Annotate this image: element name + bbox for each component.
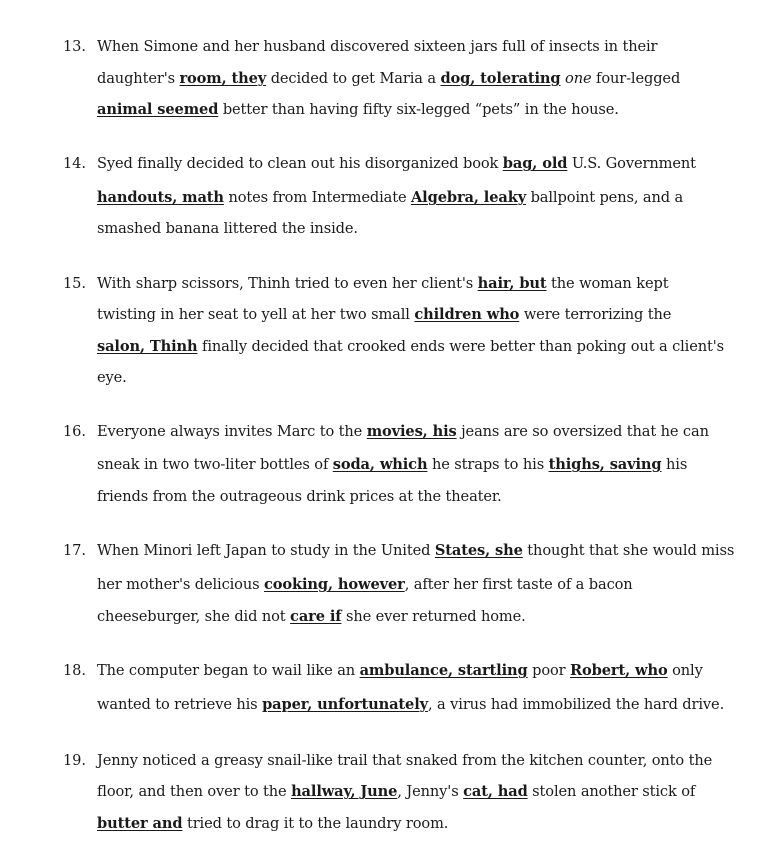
text-run: daughter's (97, 70, 180, 87)
text-run: only (667, 662, 703, 679)
text-run: four-legged (591, 70, 681, 87)
item-line (97, 456, 687, 473)
text-run: floor, and then over to the (97, 783, 292, 800)
underlined-phrase: paper, unfortunately (262, 696, 429, 713)
underlined-phrase: soda, which (332, 456, 428, 473)
underlined-phrase: cat, had (463, 783, 528, 800)
text-run: eye. (97, 369, 127, 386)
item-number: 18. (63, 662, 86, 679)
text-run: When Simone and her husband discovered sixteen jars full of insects in their (97, 38, 658, 55)
underlined-phrase: room, they (179, 70, 267, 87)
item-line (97, 70, 680, 87)
text-run: U.S. Government (567, 155, 696, 172)
item-number: 13. (63, 38, 86, 55)
underlined-phrase: hallway, June (291, 783, 398, 800)
text-run: Jenny noticed a greasy snail-like trail that snaked from the kitchen counter, onto the (97, 752, 713, 769)
text-run: With sharp scissors, Thinh tried to even her client's (97, 275, 478, 292)
text-run: the woman kept (546, 275, 669, 292)
underlined-phrase: care if (290, 608, 342, 625)
text-run: tried to drag it to the laundry room. (182, 815, 449, 832)
text-run: Everyone always invites Marc to the (97, 423, 367, 440)
item-number: 19. (63, 752, 86, 769)
underlined-phrase: hair, but (477, 275, 547, 292)
item-number: 15. (63, 275, 86, 292)
item-line (97, 423, 709, 440)
text-run: Syed finally decided to clean out his disorganized book (97, 155, 503, 172)
underlined-phrase: salon, Thinh (97, 338, 198, 355)
item-line (97, 338, 724, 355)
item-line (97, 783, 695, 800)
item-line (97, 576, 633, 593)
text-run: his (661, 456, 688, 473)
item-line (97, 220, 358, 237)
text-run: poor (527, 662, 571, 679)
item-line (97, 189, 683, 206)
item-line (97, 662, 703, 679)
underlined-phrase: ambulance, startling (359, 662, 528, 679)
text-run: jeans are so oversized that he can (456, 423, 709, 440)
text-run: ballpoint pens, and a (526, 189, 684, 206)
text-run: thought that she would miss (522, 542, 735, 559)
item-number: 14. (63, 155, 86, 172)
underlined-phrase: Robert, who (570, 662, 668, 679)
underlined-phrase: dog, tolerating (440, 70, 561, 87)
underlined-phrase: States, she (434, 542, 523, 559)
text-run: , a virus had immobilized the hard drive. (428, 696, 725, 713)
underlined-phrase: animal seemed (97, 101, 219, 118)
underlined-phrase: handouts, math (97, 189, 224, 206)
text-run: her mother's delicious (97, 576, 264, 593)
text-run: When Minori left Japan to study in the United (97, 542, 435, 559)
italic-word: one (565, 70, 592, 87)
text-run: , Jenny's (397, 783, 464, 800)
item-line (97, 369, 127, 386)
underlined-phrase: movies, his (366, 423, 457, 440)
text-run: were terrorizing the (519, 306, 672, 323)
item-line (97, 815, 448, 832)
text-run: smashed banana littered the inside. (97, 220, 358, 237)
item-line (97, 155, 696, 172)
text-run: The computer began to wail like an (97, 662, 360, 679)
item-line (97, 306, 671, 323)
item-number: 16. (63, 423, 86, 440)
item-line (97, 696, 724, 713)
item-line (97, 38, 657, 55)
text-run: twisting in her seat to yell at her two small (97, 306, 415, 323)
text-run: finally decided that crooked ends were better than poking out a client's (197, 338, 725, 355)
underlined-phrase: butter and (97, 815, 183, 832)
text-run: she ever returned home. (341, 608, 526, 625)
underlined-phrase: Algebra, leaky (410, 189, 527, 206)
text-run: better than having fifty six-legged “pets” in the house. (218, 101, 619, 118)
item-line (97, 608, 526, 625)
text-run: notes from Intermediate (223, 189, 411, 206)
text-run: he straps to his (427, 456, 549, 473)
item-line (97, 488, 502, 505)
item-line (97, 275, 668, 292)
underlined-phrase: bag, old (502, 155, 568, 172)
text-run: wanted to retrieve his (97, 696, 263, 713)
underlined-phrase: thighs, saving (548, 456, 662, 473)
item-number: 17. (63, 542, 86, 559)
underlined-phrase: children who (414, 306, 520, 323)
text-run: , after her first taste of a bacon (404, 576, 633, 593)
text-run: sneak in two two-liter bottles of (97, 456, 333, 473)
item-line (97, 101, 619, 118)
text-run: friends from the outrageous drink prices at the theater. (97, 488, 502, 505)
underlined-phrase: cooking, however (264, 576, 405, 593)
text-run: decided to get Maria a (266, 70, 441, 87)
item-line (97, 542, 734, 559)
text-run: stolen another stick of (527, 783, 696, 800)
item-line (97, 752, 712, 769)
text-run: cheeseburger, she did not (97, 608, 291, 625)
